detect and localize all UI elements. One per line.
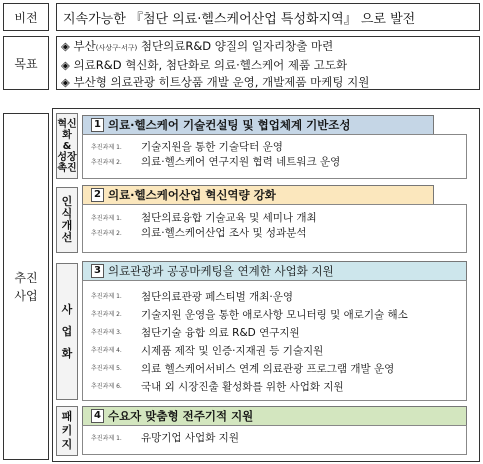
diamond-bullet-icon: ◈: [61, 39, 70, 53]
vision-label: [3, 3, 49, 31]
task-tag: 추진과제 2.: [91, 230, 122, 237]
task-tag: 추진과제 6.: [91, 383, 122, 390]
section-side-text: 사 업 화: [61, 302, 73, 360]
goal-line-text: 부산형 의료관광 히트상품 개발 운영, 개발제품 마케팅 지원: [73, 75, 370, 89]
goal-line: [61, 57, 479, 74]
goal-line-text-cont: 첨단의료R&D 양질의 일자리창출 마련: [137, 39, 334, 53]
goal-line: [61, 74, 479, 91]
task-text: 의료 헬스케어서비스 연계 의료관광 프로그램 개발 운영: [141, 363, 395, 375]
task-item: [91, 431, 466, 446]
section-number-badge: 2: [91, 188, 104, 202]
task-text: 첨단기술 융합 의료 R&D 연구지원: [141, 327, 300, 339]
section-side-label: [56, 263, 78, 400]
task-tag: 추진과제 4.: [91, 347, 122, 354]
section-body: [82, 280, 467, 401]
section-number-badge: 1: [91, 118, 104, 132]
section-body: [82, 134, 467, 179]
task-tag: 추진과제 1.: [91, 144, 122, 151]
task-tag: 추진과제 1.: [91, 293, 122, 300]
section-title: 의료·헬스케어산업 혁신역량 강화: [107, 188, 276, 202]
section-side-text: 혁신 화 & 성장 촉진: [57, 118, 77, 174]
section-title: 수요자 맞춤형 전주기적 지원: [107, 409, 254, 423]
task-text: 국내 외 시장진출 활성화를 위한 사업화 지원: [141, 381, 344, 393]
task-item: [91, 226, 466, 241]
task-tag: 추진과제 2.: [91, 159, 122, 166]
task-item: [91, 140, 466, 155]
task-tag: 추진과제 1.: [91, 435, 122, 442]
section-title: 의료관광과 공공마케팅을 연계한 사업화 지원: [107, 264, 334, 278]
task-text: 의료·헬스케어산업 조사 및 성과분석: [141, 227, 307, 239]
vision-label-text: 비전: [14, 10, 38, 25]
section-header: [82, 185, 434, 205]
strategy-label-text: 추진 사업: [14, 270, 38, 303]
goal-line-text: 의료R&D 혁신화, 첨단화로 의료·헬스케어 제품 고도화: [73, 58, 348, 72]
section-side-label: [56, 187, 78, 253]
task-text: 유망기업 사업화 지원: [141, 432, 239, 444]
diamond-bullet-icon: ◈: [61, 75, 70, 89]
task-text: 시제품 제작 및 인증·지재권 등 기술지원: [141, 345, 324, 357]
section-side-label: [56, 113, 78, 179]
task-tag: 추진과제 5.: [91, 365, 122, 372]
task-item: [91, 306, 466, 324]
task-item: [91, 211, 466, 226]
task-item: [91, 288, 466, 306]
vision-box: [56, 3, 480, 31]
goal-line-note: (사상구·서구): [95, 44, 138, 52]
section-side-text: 패 키 지: [61, 410, 73, 451]
task-tag: 추진과제 3.: [91, 329, 122, 336]
goal-label-text: 목표: [14, 56, 38, 71]
section-number-badge: 3: [91, 264, 104, 278]
vision-highlight: 『첨단 의료·헬스케어산업 특성화지역』: [129, 11, 357, 27]
section-header: [82, 406, 467, 426]
task-text: 기술지원 운영을 통한 애로사항 모니터링 및 애로기술 해소: [141, 309, 408, 321]
goal-line-text: 부산: [73, 39, 96, 53]
task-text: 첨단의료관광 페스티벌 개최·운영: [141, 291, 294, 303]
task-item: [91, 155, 466, 170]
section-side-text: 인식 개선: [61, 195, 73, 244]
vision-prefix: 지속가능한: [63, 11, 130, 27]
section-side-label: [56, 406, 78, 456]
section-number-badge: 4: [91, 409, 104, 423]
section-header: [82, 115, 434, 135]
task-text: 첨단의료융합 기술교육 및 세미나 개최: [141, 212, 317, 224]
task-tag: 추진과제 2.: [91, 311, 122, 318]
strategy-label: [3, 113, 49, 460]
section-header: [82, 261, 467, 281]
task-item: [91, 360, 466, 378]
vision-statement: [63, 8, 415, 27]
task-text: 기술지원을 통한 기술닥터 운영: [141, 141, 283, 153]
task-item: [91, 342, 466, 360]
section-body: [82, 425, 467, 455]
goal-box: [56, 36, 480, 90]
goal-label: [3, 36, 49, 90]
task-text: 의료·헬스케어 연구지원 협력 네트워크 운영: [141, 156, 341, 168]
task-tag: 추진과제 1.: [91, 215, 122, 222]
section-body: [82, 204, 467, 253]
goal-line: [61, 38, 479, 57]
section-title: 의료·헬스케어 기술컨설팅 및 협업체계 기반조성: [107, 118, 351, 132]
vision-suffix: 으로 발전: [356, 11, 416, 27]
diamond-bullet-icon: ◈: [61, 58, 70, 72]
task-item: [91, 378, 466, 396]
task-item: [91, 324, 466, 342]
